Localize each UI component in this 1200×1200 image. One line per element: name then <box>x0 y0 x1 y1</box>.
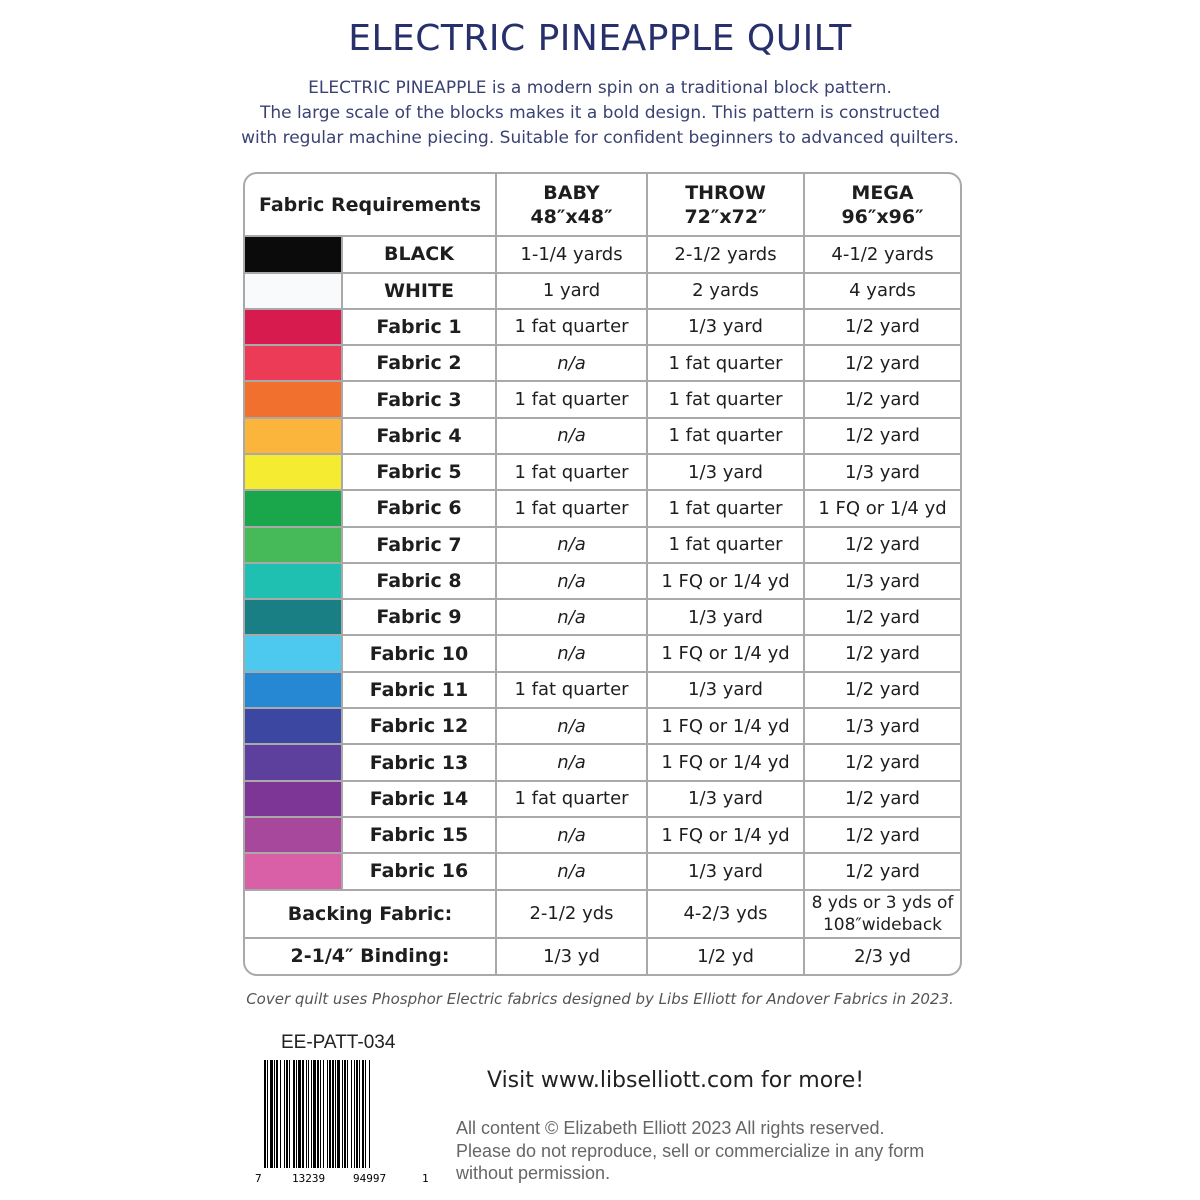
amount-mega: 1/2 yard <box>804 309 960 345</box>
fabric-requirements-header: Fabric Requirements <box>245 174 496 236</box>
copyright-line: without permission. <box>456 1163 611 1183</box>
fabric-name: Fabric 7 <box>342 527 496 563</box>
fabric-name: Fabric 13 <box>342 744 496 780</box>
amount-throw: 1 fat quarter <box>647 490 804 526</box>
color-swatch <box>245 781 342 817</box>
swatch-fill <box>245 419 341 453</box>
page-title: ELECTRIC PINEAPPLE QUILT <box>348 18 852 59</box>
fabric-row <box>245 817 960 853</box>
color-swatch <box>245 454 342 490</box>
color-swatch <box>245 527 342 563</box>
swatch-fill <box>245 237 341 271</box>
amount-baby: 1 fat quarter <box>496 454 647 490</box>
amount-mega: 1/2 yard <box>804 381 960 417</box>
fabric-name: Fabric 8 <box>342 563 496 599</box>
swatch-fill <box>245 818 341 852</box>
amount-baby: n/a <box>496 599 647 635</box>
binding-row <box>245 938 960 974</box>
swatch-fill <box>245 636 341 670</box>
backing-label: Backing Fabric: <box>245 890 496 938</box>
fabric-row <box>245 744 960 780</box>
fabric-row <box>245 381 960 417</box>
barcode-bar <box>356 1060 358 1168</box>
amount-throw: 1 FQ or 1/4 yd <box>647 744 804 780</box>
swatch-fill <box>245 854 341 888</box>
size-header-mega <box>804 174 960 236</box>
amount-throw: 2-1/2 yards <box>647 236 804 272</box>
barcode-bar <box>335 1060 336 1168</box>
swatch-fill <box>245 709 341 743</box>
size-dims: 96″x96″ <box>841 205 924 228</box>
amount-mega: 4 yards <box>804 273 960 309</box>
amount-mega: 1/2 yard <box>804 672 960 708</box>
swatch-fill <box>245 310 341 344</box>
color-swatch <box>245 381 342 417</box>
barcode-bar <box>354 1060 355 1168</box>
size-name: BABY <box>543 181 600 204</box>
amount-mega <box>804 890 960 938</box>
size-header-throw <box>647 174 804 236</box>
amount-baby: n/a <box>496 708 647 744</box>
fabric-name: Fabric 10 <box>342 635 496 671</box>
amount-mega: 1/2 yard <box>804 345 960 381</box>
intro-line: with regular machine piecing. Suitable for confident beginners to advanced quilters. <box>241 128 959 148</box>
barcode-bar <box>342 1060 343 1168</box>
fabric-name: Fabric 5 <box>342 454 496 490</box>
amount-mega: 1/2 yard <box>804 817 960 853</box>
swatch-fill <box>245 274 341 308</box>
barcode-bar <box>317 1060 319 1168</box>
swatch-fill <box>245 455 341 489</box>
barcode-bar <box>267 1060 268 1168</box>
copyright-line: All content © Elizabeth Elliott 2023 All rights reserved. <box>456 1118 885 1138</box>
size-name: MEGA <box>851 181 914 204</box>
amount-baby: 1 fat quarter <box>496 490 647 526</box>
amount-mega: 1/2 yard <box>804 744 960 780</box>
amount-throw: 1 fat quarter <box>647 527 804 563</box>
swatch-fill <box>245 782 341 816</box>
fabric-name: Fabric 9 <box>342 599 496 635</box>
amount-throw: 1/3 yard <box>647 599 804 635</box>
amount-throw: 4-2/3 yds <box>647 890 804 938</box>
fabric-row <box>245 672 960 708</box>
barcode-bars <box>264 1060 370 1168</box>
amount-mega: 1 FQ or 1/4 yd <box>804 490 960 526</box>
amount-baby: 1 fat quarter <box>496 309 647 345</box>
fabric-row <box>245 490 960 526</box>
amount-baby: n/a <box>496 635 647 671</box>
color-swatch <box>245 672 342 708</box>
barcode-bar <box>270 1060 273 1168</box>
cover-credit: Cover quilt uses Phosphor Electric fabrics designed by Libs Elliott for Andover Fabrics in 2023. <box>246 990 954 1008</box>
size-name: THROW <box>685 181 766 204</box>
amount-baby: n/a <box>496 345 647 381</box>
barcode-bar <box>308 1060 309 1168</box>
color-swatch <box>245 599 342 635</box>
amount-throw: 1 FQ or 1/4 yd <box>647 635 804 671</box>
barcode-bar <box>369 1060 370 1168</box>
swatch-fill <box>245 528 341 562</box>
amount-throw: 1 FQ or 1/4 yd <box>647 708 804 744</box>
barcode-bar <box>311 1060 312 1168</box>
fabric-name: Fabric 1 <box>342 309 496 345</box>
fabric-row <box>245 853 960 889</box>
barcode-bar <box>280 1060 281 1168</box>
amount-baby: 1 fat quarter <box>496 381 647 417</box>
barcode-bar <box>284 1060 285 1168</box>
amount-baby: n/a <box>496 563 647 599</box>
fabric-row <box>245 454 960 490</box>
table-header-row <box>245 174 960 236</box>
barcode-bar <box>274 1060 275 1168</box>
barcode <box>250 1058 432 1186</box>
color-swatch <box>245 345 342 381</box>
fabric-name: Fabric 4 <box>342 418 496 454</box>
fabric-name: Fabric 2 <box>342 345 496 381</box>
mega-line: 8 yds or 3 yds of <box>811 892 954 913</box>
swatch-fill <box>245 346 341 380</box>
barcode-bar <box>276 1060 278 1168</box>
color-swatch <box>245 635 342 671</box>
color-swatch <box>245 708 342 744</box>
barcode-bar <box>347 1060 348 1168</box>
swatch-fill <box>245 564 341 598</box>
amount-throw: 1/3 yard <box>647 672 804 708</box>
amount-mega: 1/2 yard <box>804 635 960 671</box>
amount-throw: 1/3 yard <box>647 309 804 345</box>
fabric-name: Fabric 11 <box>342 672 496 708</box>
amount-mega: 1/2 yard <box>804 527 960 563</box>
website-link[interactable]: Visit www.libselliott.com for more! <box>487 1068 865 1093</box>
fabric-requirements-table <box>243 172 962 976</box>
copyright-notice <box>456 1117 924 1185</box>
size-dims: 48″x48″ <box>530 205 613 228</box>
fabric-row <box>245 527 960 563</box>
barcode-digits-left: 13239 <box>292 1172 326 1185</box>
amount-throw: 1 fat quarter <box>647 418 804 454</box>
barcode-bar <box>351 1060 352 1168</box>
amount-throw: 1 FQ or 1/4 yd <box>647 563 804 599</box>
barcode-bar <box>344 1060 346 1168</box>
color-swatch <box>245 490 342 526</box>
amount-mega: 1/3 yard <box>804 454 960 490</box>
intro-line: ELECTRIC PINEAPPLE is a modern spin on a traditional block pattern. <box>308 78 892 98</box>
fabric-row <box>245 708 960 744</box>
fabric-name: WHITE <box>342 273 496 309</box>
barcode-bar <box>337 1060 340 1168</box>
barcode-bar <box>298 1060 301 1168</box>
barcode-bar <box>296 1060 297 1168</box>
barcode-bar <box>286 1060 288 1168</box>
fabric-row <box>245 418 960 454</box>
copyright-line: Please do not reproduce, sell or commercialize in any form <box>456 1140 925 1161</box>
amount-mega: 1/3 yard <box>804 708 960 744</box>
amount-throw: 1 fat quarter <box>647 381 804 417</box>
barcode-bar <box>327 1060 328 1168</box>
fabric-row <box>245 309 960 345</box>
barcode-digit-lead: 7 <box>255 1172 262 1185</box>
amount-mega: 1/2 yard <box>804 599 960 635</box>
color-swatch <box>245 563 342 599</box>
color-swatch <box>245 744 342 780</box>
amount-mega: 1/2 yard <box>804 418 960 454</box>
fabric-name: BLACK <box>342 236 496 272</box>
intro-line: The large scale of the blocks makes it a bold design. This pattern is constructed <box>259 103 941 123</box>
sku-code: EE-PATT-034 <box>281 1032 396 1053</box>
amount-throw: 2 yards <box>647 273 804 309</box>
amount-baby: 2-1/2 yds <box>496 890 647 938</box>
amount-mega: 4-1/2 yards <box>804 236 960 272</box>
fabric-name: Fabric 16 <box>342 853 496 889</box>
amount-throw: 1 fat quarter <box>647 345 804 381</box>
color-swatch <box>245 853 342 889</box>
amount-throw: 1/3 yard <box>647 853 804 889</box>
fabric-name: Fabric 14 <box>342 781 496 817</box>
fabric-row <box>245 781 960 817</box>
color-swatch <box>245 309 342 345</box>
amount-mega: 1/2 yard <box>804 781 960 817</box>
swatch-fill <box>245 673 341 707</box>
fabric-name: Fabric 15 <box>342 817 496 853</box>
amount-mega: 1/2 yard <box>804 853 960 889</box>
amount-throw: 1/2 yd <box>647 938 804 974</box>
backing-row <box>245 890 960 938</box>
amount-baby: 1/3 yd <box>496 938 647 974</box>
amount-baby: n/a <box>496 418 647 454</box>
fabric-row <box>245 599 960 635</box>
barcode-bar <box>302 1060 304 1168</box>
fabric-row <box>245 273 960 309</box>
amount-baby: 1 yard <box>496 273 647 309</box>
barcode-bar <box>264 1060 266 1168</box>
amount-baby: n/a <box>496 853 647 889</box>
mega-line: 108″wideback <box>822 914 943 935</box>
barcode-bar <box>332 1060 334 1168</box>
barcode-bar <box>359 1060 360 1168</box>
amount-baby: 1 fat quarter <box>496 672 647 708</box>
barcode-bar <box>362 1060 364 1168</box>
barcode-digits-right: 94997 <box>353 1172 387 1185</box>
fabric-name: Fabric 6 <box>342 490 496 526</box>
fabric-name: Fabric 12 <box>342 708 496 744</box>
swatch-fill <box>245 382 341 416</box>
amount-baby: 1-1/4 yards <box>496 236 647 272</box>
swatch-fill <box>245 491 341 525</box>
amount-mega: 2/3 yd <box>804 938 960 974</box>
color-swatch <box>245 273 342 309</box>
fabric-row <box>245 345 960 381</box>
barcode-bar <box>323 1060 324 1168</box>
fabric-row <box>245 635 960 671</box>
barcode-bar <box>306 1060 307 1168</box>
size-header-baby <box>496 174 647 236</box>
fabric-row <box>245 236 960 272</box>
fabric-name: Fabric 3 <box>342 381 496 417</box>
swatch-fill <box>245 745 341 779</box>
color-swatch <box>245 236 342 272</box>
barcode-bar <box>293 1060 295 1168</box>
color-swatch <box>245 817 342 853</box>
fabric-row <box>245 563 960 599</box>
barcode-bar <box>329 1060 331 1168</box>
amount-throw: 1/3 yard <box>647 781 804 817</box>
barcode-bar <box>365 1060 366 1168</box>
amount-baby: n/a <box>496 527 647 563</box>
swatch-fill <box>245 600 341 634</box>
binding-label: 2-1/4″ Binding: <box>245 938 496 974</box>
barcode-digit-check: 1 <box>422 1172 429 1185</box>
barcode-bar <box>320 1060 321 1168</box>
amount-baby: n/a <box>496 817 647 853</box>
intro-paragraph <box>0 76 1200 151</box>
barcode-bar <box>313 1060 316 1168</box>
amount-throw: 1/3 yard <box>647 454 804 490</box>
amount-mega: 1/3 yard <box>804 563 960 599</box>
barcode-bar <box>289 1060 290 1168</box>
color-swatch <box>245 418 342 454</box>
amount-baby: n/a <box>496 744 647 780</box>
size-dims: 72″x72″ <box>684 205 767 228</box>
amount-baby: 1 fat quarter <box>496 781 647 817</box>
amount-throw: 1 FQ or 1/4 yd <box>647 817 804 853</box>
